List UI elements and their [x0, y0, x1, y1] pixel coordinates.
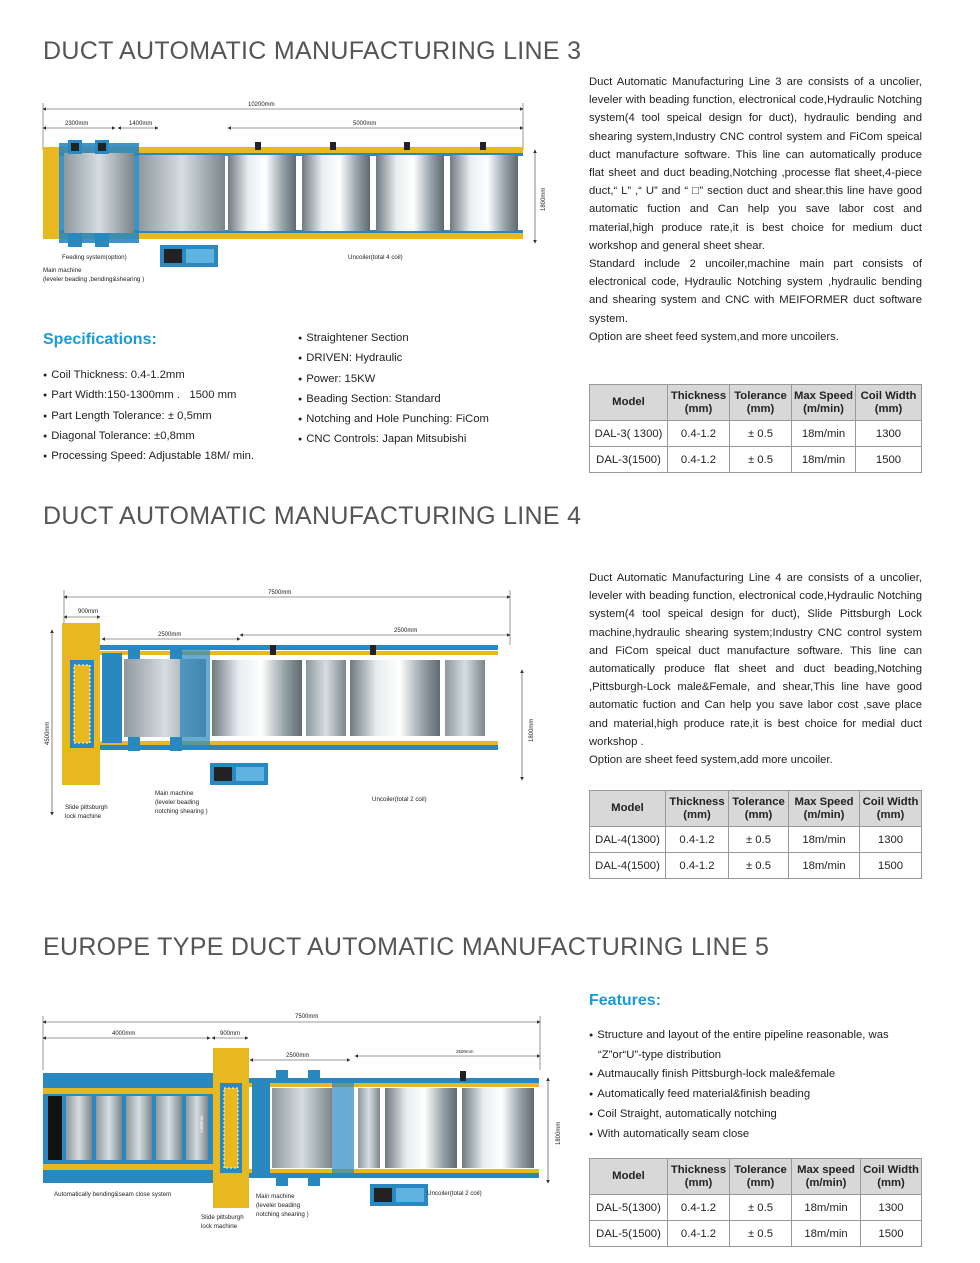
table-cell: 18m/min: [792, 1195, 861, 1221]
line5-label-bending: Automatically bending&seam close system: [54, 1191, 172, 1198]
table-cell: ± 0.5: [729, 827, 789, 853]
line4-dim-height-right: 1800mm: [529, 718, 535, 742]
line3-dim-uncoiler: 5000mm: [353, 121, 377, 127]
spec-item: ● Diagonal Tolerance: ±0,8mm: [43, 427, 254, 447]
line4-desc-p1: Duct Automatic Manufacturing Line 4 are consists of a uncolier, leveler with beading function, electronical code,Hydraulic Notching system(4 tool speical design for duct), Slide Pittsburgh Lock machine,hydraulic shearing system;Industry CNC control system and FiCom speical duct manufacture software. This line can automatically produce flat sheet and duct beading,Notching ,Pittsburgh-Lock male&Female, and shear,This line have good automatic fuction and Can help you save labor cost ,save place and material,high produce rate,it is best choice for medial duct workshop .: [589, 572, 922, 748]
table-cell: 1500: [860, 853, 922, 879]
spec-item: ● Notching and Hole Punching: FiCom: [298, 410, 489, 430]
table-row: [590, 421, 922, 447]
col-header: Tolerance (mm): [729, 791, 789, 827]
line5-features-heading: Features:: [589, 992, 662, 1009]
col-header: Tolerance (mm): [730, 385, 792, 421]
feature-item: ● Coil Straight, automatically notching: [589, 1105, 925, 1125]
line3-specs-right: [298, 329, 489, 451]
line4-description: [589, 569, 922, 769]
spec-item: ● Straightener Section: [298, 329, 489, 349]
table-cell: 0.4-1.2: [666, 853, 729, 879]
line3-specs-heading: Specifications:: [43, 331, 157, 348]
table-row: [590, 827, 922, 853]
spec-item: ● CNC Controls: Japan Mitsubishi: [298, 430, 489, 450]
line5-dim-inner: 1400mm: [199, 1115, 204, 1133]
line4-label-main-sub2: notching shearing ): [155, 808, 208, 815]
line4-dim-height-left: 4500mm: [45, 721, 51, 745]
line4-dim-total: 7500mm: [268, 590, 292, 596]
line4-label-pittsburgh: Slide pittsburgh: [65, 804, 108, 811]
line3-diagram: [40, 95, 560, 290]
line3-desc-p1: Duct Automatic Manufacturing Line 3 are consists of a uncolier, leveler with beading function, electronical code,Hydraulic Notching system(4 tool speical design for duct), hydraulic bending and shearing system,Industry CNC control system and FiCom speical duct manufacture software. This line can automatically produce flat sheet and duct beading,Notching ,processe flat sheet,4-piece duct,“ L” ,“ U” and “ □” section duct and shear.this line have good automatic fuction and Can help you save labor cost and material,high produce rate,it is best choice for medium duct workshop and general sheet shear.: [589, 76, 922, 252]
line4-label-pittsburgh-sub: lock machine: [65, 813, 102, 820]
line3-label-uncoiler: Uncoiler(total 4 coil): [348, 254, 403, 261]
table-cell: 1300: [861, 1195, 922, 1221]
feature-item: ● Automatically feed material&finish beading: [589, 1085, 925, 1105]
table-cell: 18m/min: [792, 447, 856, 473]
line4-label-main-sub1: (leveler beading: [155, 799, 200, 806]
col-header: Coil Width (mm): [856, 385, 922, 421]
line4-dim-main: 2500mm: [158, 632, 182, 638]
line4-spec-table: [589, 790, 922, 879]
line5-title: EUROPE TYPE DUCT AUTOMATIC MANUFACTURING LINE 5: [43, 933, 770, 961]
table-cell: 1500: [861, 1221, 922, 1247]
col-header: Max Speed (m/min): [789, 791, 860, 827]
col-header: Model: [590, 385, 668, 421]
line3-desc-p2: Standard include 2 uncoiler,machine main part consists of electronical code, Hydraulic Notching system ,hydraulic bending and shearing system and CNC with MEIFORMER duct software system.: [589, 258, 922, 325]
table-cell: DAL-5(1500): [590, 1221, 668, 1247]
line3-description: [589, 73, 922, 346]
table-cell: ± 0.5: [729, 853, 789, 879]
line5-label-uncoiler: Uncoiler(total 2 coil): [427, 1190, 482, 1197]
table-cell: 18m/min: [792, 1221, 861, 1247]
feature-item: ● Autmaucally finish Pittsburgh-lock male&female: [589, 1065, 925, 1085]
line4-desc-p2: Option are sheet feed system,add more uncoiler.: [589, 754, 833, 767]
spec-item: ● DRIVEN: Hydraulic: [298, 349, 489, 369]
table-cell: 1500: [856, 447, 922, 473]
table-cell: DAL-3(1500): [590, 447, 668, 473]
col-header: Model: [590, 791, 666, 827]
table-cell: 0.4-1.2: [666, 827, 729, 853]
table-cell: DAL-3( 1300): [590, 421, 668, 447]
line3-label-feeding: Feeding system(option): [62, 254, 127, 261]
line5-label-main-sub2: notching shearing ): [256, 1211, 309, 1218]
line5-dim-main: 2500mm: [286, 1053, 310, 1059]
line5-diagram: [40, 1008, 575, 1233]
table-row: [590, 447, 922, 473]
line5-dim-bending: 4000mm: [112, 1031, 136, 1037]
feature-item: ● With automatically seam close: [589, 1125, 925, 1145]
table-cell: ± 0.5: [730, 1221, 792, 1247]
line5-label-main: Main machine: [256, 1193, 295, 1200]
line3-spec-table: [589, 384, 922, 473]
spec-item: ● Part Width:150-1300mm . 1500 mm: [43, 386, 254, 406]
table-cell: 18m/min: [792, 421, 856, 447]
table-cell: 1300: [856, 421, 922, 447]
col-header: Tolerance (mm): [730, 1159, 792, 1195]
spec-item: ● Coil Thickness: 0.4-1.2mm: [43, 366, 254, 386]
table-cell: DAL-4(1500): [590, 853, 666, 879]
line4-dim-uncoiler: 2500mm: [394, 628, 418, 634]
line3-title: DUCT AUTOMATIC MANUFACTURING LINE 3: [43, 37, 582, 65]
table-cell: 0.4-1.2: [668, 421, 730, 447]
line3-dim-main: 1400mm: [129, 121, 153, 127]
line4-label-uncoiler: Uncoiler(total 2 coil): [372, 796, 427, 803]
col-header: Coil Width (mm): [861, 1159, 922, 1195]
table-row: [590, 1221, 922, 1247]
table-cell: ± 0.5: [730, 447, 792, 473]
table-cell: ± 0.5: [730, 1195, 792, 1221]
col-header: Thickness (mm): [666, 791, 729, 827]
table-cell: 0.4-1.2: [668, 1221, 730, 1247]
line5-spec-table: [589, 1158, 922, 1247]
spec-item: ● Processing Speed: Adjustable 18M/ min.: [43, 447, 254, 467]
line3-label-main: Main machine: [43, 267, 82, 274]
col-header: Max Speed (m/min): [792, 385, 856, 421]
table-cell: 18m/min: [789, 827, 860, 853]
table-cell: ± 0.5: [730, 421, 792, 447]
line3-dim-feed: 2300mm: [65, 121, 89, 127]
table-cell: 18m/min: [789, 853, 860, 879]
line3-dim-total: 10200mm: [248, 102, 275, 108]
line4-dim-pittsburgh: 900mm: [78, 609, 99, 615]
table-cell: DAL-4(1300): [590, 827, 666, 853]
table-cell: 0.4-1.2: [668, 1195, 730, 1221]
line4-label-main: Main machine: [155, 790, 194, 797]
line4-title: DUCT AUTOMATIC MANUFACTURING LINE 4: [43, 502, 582, 530]
spec-item: ● Power: 15KW: [298, 370, 489, 390]
table-row: [590, 853, 922, 879]
line5-features-list: [589, 1026, 925, 1146]
line4-diagram: [40, 585, 560, 825]
line5-dim-height: 1800mm: [556, 1121, 562, 1145]
line3-desc-p3: Option are sheet feed system,and more uncoilers.: [589, 330, 839, 343]
col-header: Model: [590, 1159, 668, 1195]
col-header: Thickness (mm): [668, 1159, 730, 1195]
spec-item: ● Part Length Tolerance: ± 0,5mm: [43, 407, 254, 427]
spec-item: ● Beading Section: Standard: [298, 390, 489, 410]
table-cell: 0.4-1.2: [668, 447, 730, 473]
line5-dim-total: 7500mm: [295, 1014, 319, 1020]
table-cell: 1300: [860, 827, 922, 853]
table-cell: DAL-5(1300): [590, 1195, 668, 1221]
line3-dim-height: 1800mm: [541, 187, 547, 211]
line5-label-main-sub1: (leveler beading: [256, 1202, 301, 1209]
line3-label-main-sub: (leveler beading ,bending&shearing ): [43, 276, 145, 283]
line3-specs-left: [43, 366, 254, 467]
col-header: Thickness (mm): [668, 385, 730, 421]
line5-label-pittsburgh: Slide pittsburgh: [201, 1214, 244, 1221]
col-header: Max speed (m/min): [792, 1159, 861, 1195]
table-row: [590, 1195, 922, 1221]
line5-label-pittsburgh-sub: lock machine: [201, 1223, 238, 1230]
feature-item: ● Structure and layout of the entire pipeline reasonable, was “Z”or“U”-type distribution: [589, 1026, 925, 1065]
col-header: Coil Width (mm): [860, 791, 922, 827]
line5-dim-uncoiler: 2500mm: [456, 1049, 474, 1054]
line5-dim-pittsburgh: 900mm: [220, 1031, 241, 1037]
